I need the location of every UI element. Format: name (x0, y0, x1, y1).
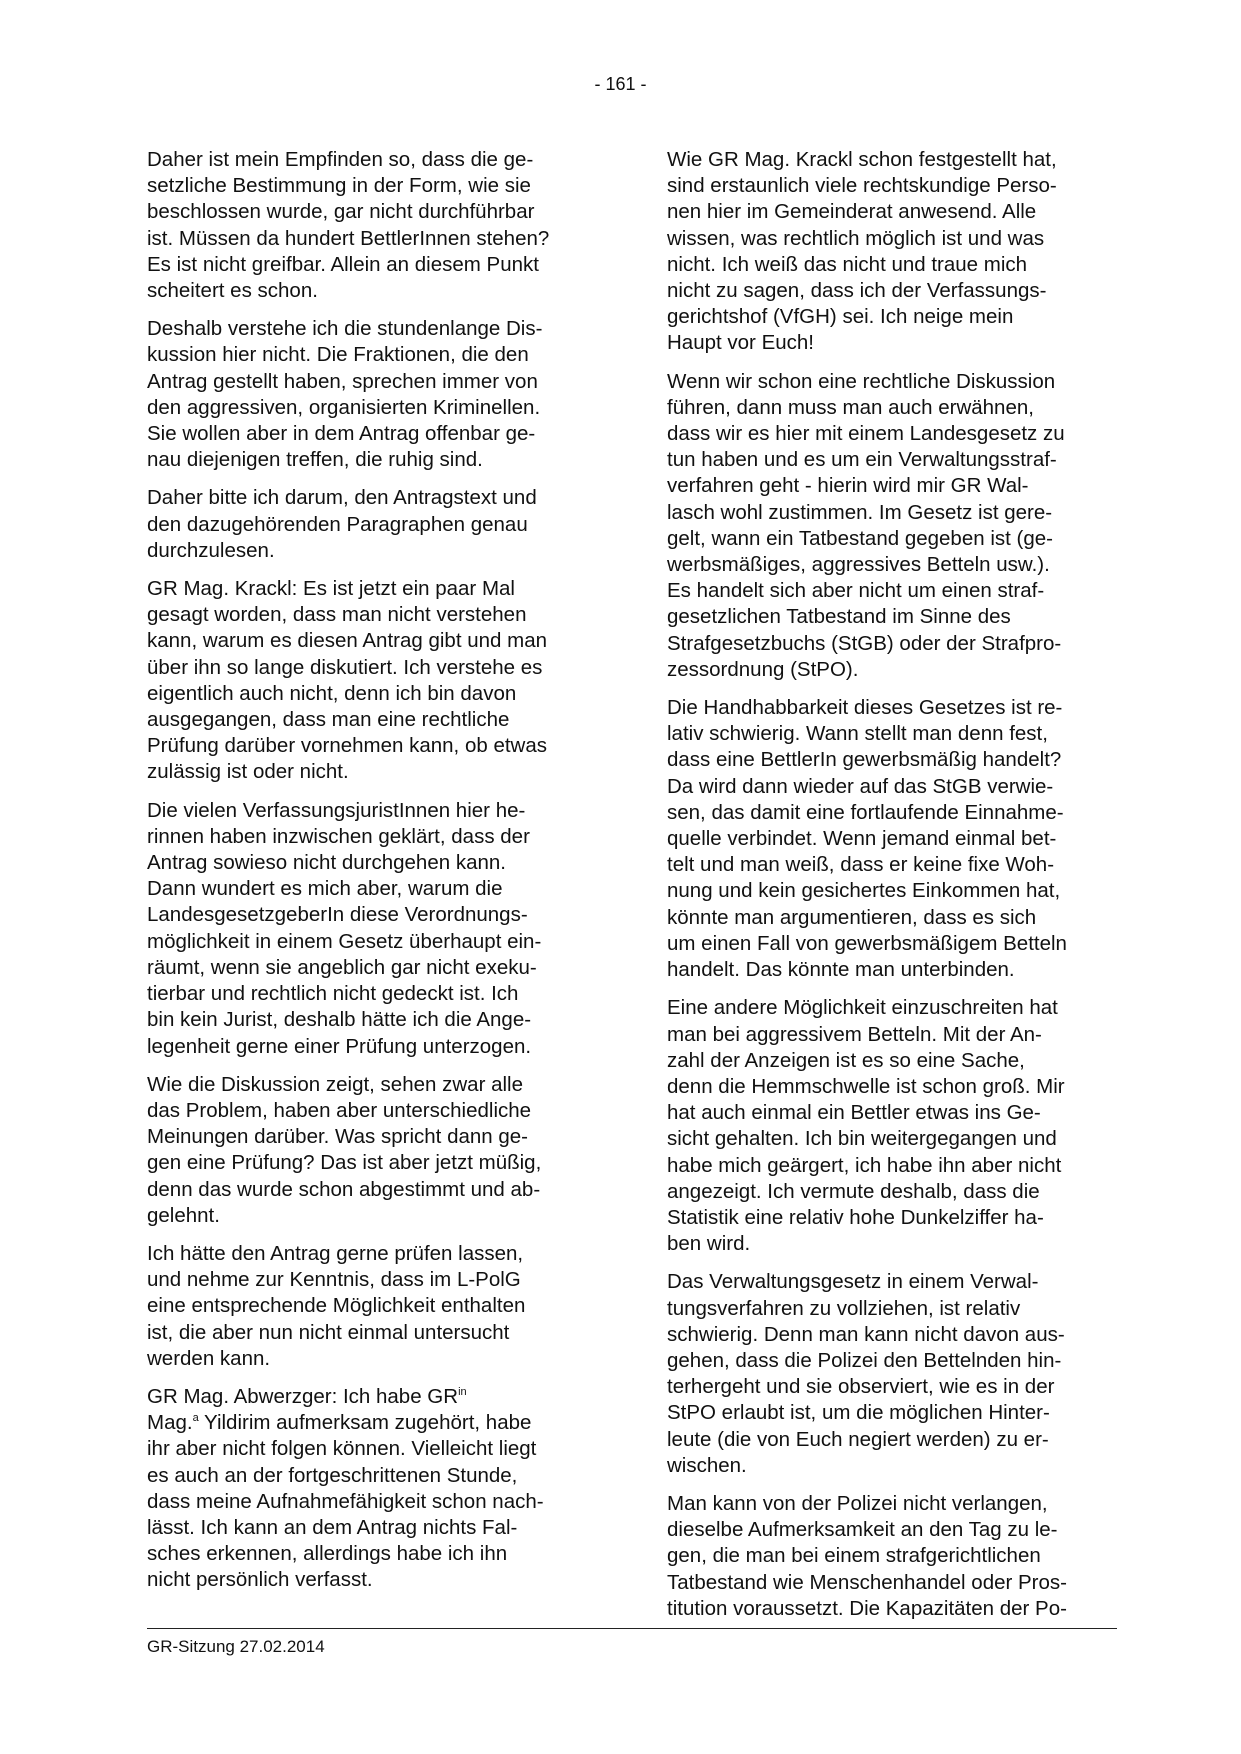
right-column (667, 147, 1117, 1634)
text-line: rinnen haben inzwischen geklärt, dass der (147, 824, 530, 848)
right-paragraph (667, 1269, 1117, 1479)
text-line: Daher ist mein Empfinden so, dass die ge- (147, 148, 534, 171)
text-line: gesetzlichen Tatbestand im Sinne des (667, 605, 1011, 629)
text-line: sches erkennen, allerdings habe ich ihn (147, 1542, 508, 1566)
text-line: Antrag sowieso nicht durchgehen kann. (147, 851, 506, 875)
text-line: verfahren geht - hierin wird mir GR Wal- (667, 474, 1029, 498)
text-line: sen, das damit eine fortlaufende Einnahme- (667, 800, 1064, 824)
text-line: Deshalb verstehe ich die stundenlange Dis- (147, 317, 543, 341)
text-line: kussion hier nicht. Die Fraktionen, die den (147, 343, 529, 367)
superscript: in (458, 1385, 467, 1398)
text-line: lasch wohl zustimmen. Im Gesetz ist gere- (667, 500, 1053, 524)
text-line: werden kann. (147, 1346, 271, 1370)
text-line: Sie wollen aber in dem Antrag offenbar ge- (147, 422, 536, 446)
text-line: sind erstaunlich viele rechtskundige Perso- (667, 174, 1057, 198)
text-line: Statistik eine relativ hohe Dunkelziffer ha- (667, 1205, 1044, 1229)
text-line: durchzulesen. (147, 538, 275, 562)
text-line: dieselbe Aufmerksamkeit an den Tag zu le- (667, 1518, 1058, 1542)
left-paragraph (147, 147, 597, 304)
text-line: Tatbestand wie Menschenhandel oder Pros- (667, 1570, 1067, 1594)
text-line: Da wird dann wieder auf das StGB verwie- (667, 774, 1054, 798)
text-line: gen, die man bei einem strafgerichtlichen (667, 1544, 1041, 1568)
text-span: Yildirim aufmerksam zugehört, habe (198, 1411, 532, 1435)
text-line: Es handelt sich aber nicht um einen straf- (667, 579, 1045, 603)
text-line: den aggressiven, organisierten Kriminellen. (147, 395, 541, 419)
right-paragraph (667, 695, 1117, 983)
text-line: lativ schwierig. Wann stellt man denn fest, (667, 722, 1048, 746)
text-line: Meinungen darüber. Was spricht dann ge- (147, 1125, 528, 1149)
text-line: Strafgesetzbuchs (StGB) oder der Strafpro- (667, 631, 1062, 655)
text-line: Die Handhabbarkeit dieses Gesetzes ist re- (667, 696, 1063, 720)
text-line: dass wir es hier mit einem Landesgesetz zu (667, 422, 1065, 446)
text-line: Die vielen VerfassungsjuristInnen hier he- (147, 798, 526, 822)
text-line: tungsverfahren zu vollziehen, ist relativ (667, 1296, 1021, 1320)
text-line: nicht persönlich verfasst. (147, 1568, 373, 1592)
footer-session-date: GR-Sitzung 27.02.2014 (147, 1637, 325, 1656)
text-line: Dann wundert es mich aber, warum die (147, 877, 503, 901)
text-line: führen, dann muss man auch erwähnen, (667, 395, 1034, 419)
text-line: Das Verwaltungsgesetz in einem Verwal- (667, 1270, 1039, 1294)
text-line: beschlossen wurde, gar nicht durchführbar (147, 200, 535, 224)
text-line: lässt. Ich kann an dem Antrag nichts Fal- (147, 1515, 518, 1539)
text-line: könnte man argumentieren, dass es sich (667, 905, 1037, 929)
text-line: eine entsprechende Möglichkeit enthalten (147, 1294, 526, 1318)
right-paragraph (667, 1491, 1117, 1622)
text-line: ist. Müssen da hundert BettlerInnen stehen? (147, 226, 550, 250)
text-line: schwierig. Denn man kann nicht davon aus- (667, 1322, 1065, 1346)
text-line: legenheit gerne einer Prüfung unterzogen. (147, 1034, 532, 1058)
text-line: setzliche Bestimmung in der Form, wie sie (147, 174, 531, 198)
text-line: nen hier im Gemeinderat anwesend. Alle (667, 200, 1037, 224)
text-line: titution voraussetzt. Die Kapazitäten der Po- (667, 1596, 1067, 1620)
text-line: den dazugehörenden Paragraphen genau (147, 512, 528, 536)
text-line: wissen, was rechtlich möglich ist und was (667, 226, 1045, 250)
text-line: kann, warum es diesen Antrag gibt und man (147, 629, 547, 653)
text-line: bin kein Jurist, deshalb hätte ich die Ange- (147, 1008, 532, 1032)
left-paragraph (147, 1072, 597, 1229)
right-paragraph (667, 995, 1117, 1257)
text-line: sicht gehalten. Ich bin weitergegangen und (667, 1127, 1057, 1151)
text-line (147, 1410, 597, 1436)
right-paragraph (667, 369, 1117, 683)
text-line: Wenn wir schon eine rechtliche Diskussion (667, 369, 1056, 393)
left-column (147, 147, 597, 1606)
superscript: a (192, 1412, 199, 1425)
text-line: über ihn so lange diskutiert. Ich verstehe es (147, 655, 543, 679)
text-line: Wie die Diskussion zeigt, sehen zwar alle (147, 1072, 523, 1096)
left-paragraph (147, 485, 597, 564)
text-line: nau diejenigen treffen, die ruhig sind. (147, 448, 483, 472)
right-paragraph (667, 147, 1117, 357)
text-span: GR Mag. Abwerzger: Ich habe GR (147, 1384, 459, 1408)
left-paragraph (147, 316, 597, 473)
text-line: eigentlich auch nicht, denn ich bin davon (147, 681, 517, 705)
text-line: gerichtshof (VfGH) sei. Ich neige mein (667, 305, 1014, 329)
text-line: um einen Fall von gewerbsmäßigem Betteln (667, 931, 1067, 955)
text-line: werbsmäßiges, aggressives Betteln usw.). (667, 553, 1050, 577)
text-line: denn die Hemmschwelle ist schon groß. Mir (667, 1074, 1065, 1098)
text-line (147, 1384, 597, 1410)
text-line: Wie GR Mag. Krackl schon festgestellt hat, (667, 148, 1057, 171)
text-line: GR Mag. Krackl: Es ist jetzt ein paar Mal (147, 577, 515, 601)
text-line: angezeigt. Ich vermute deshalb, dass die (667, 1179, 1040, 1203)
text-line: quelle verbindet. Wenn jemand einmal bet- (667, 827, 1057, 851)
text-line: wischen. (667, 1453, 747, 1477)
text-line: denn das wurde schon abgestimmt und ab- (147, 1177, 541, 1201)
text-line: Man kann von der Polizei nicht verlangen, (667, 1491, 1048, 1515)
text-line: dass eine BettlerIn gewerbsmäßig handelt? (667, 748, 1062, 772)
text-line: ben wird. (667, 1232, 751, 1256)
text-line: Es ist nicht greifbar. Allein an diesem Punkt (147, 252, 539, 276)
text-line: zahl der Anzeigen ist es so eine Sache, (667, 1048, 1025, 1072)
page-number: - 161 - (594, 74, 647, 94)
text-line: gelt, wann ein Tatbestand gegeben ist (ge- (667, 526, 1053, 550)
text-line: Prüfung darüber vornehmen kann, ob etwas (147, 734, 548, 758)
abwerzger-paragraph (147, 1384, 597, 1594)
text-line: man bei aggressivem Betteln. Mit der An- (667, 1022, 1042, 1046)
text-line: nicht zu sagen, dass ich der Verfassungs- (667, 279, 1047, 303)
text-line: dass meine Aufnahmefähigkeit schon nach- (147, 1489, 544, 1513)
left-paragraph (147, 1241, 597, 1372)
text-line: tierbar und rechtlich nicht gedeckt ist. Ich (147, 982, 519, 1006)
text-line: telt und man weiß, dass er keine fixe Woh- (667, 853, 1055, 877)
text-line: StPO erlaubt ist, um die möglichen Hinter- (667, 1401, 1050, 1425)
text-line: ausgegangen, dass man eine rechtliche (147, 708, 510, 732)
text-line: Haupt vor Euch! (667, 331, 814, 355)
text-line: Antrag gestellt haben, sprechen immer von (147, 369, 538, 393)
text-line: leute (die von Euch negiert werden) zu er- (667, 1427, 1049, 1451)
text-line: gehen, dass die Polizei den Bettelnden hin- (667, 1348, 1062, 1372)
text-line: zessordnung (StPO). (667, 657, 859, 681)
text-line: scheitert es schon. (147, 279, 318, 303)
text-line: hat auch einmal ein Bettler etwas ins Ge- (667, 1101, 1041, 1125)
text-line: zulässig ist oder nicht. (147, 760, 349, 784)
text-line: es auch an der fortgeschrittenen Stunde, (147, 1463, 518, 1487)
krackl-paragraph (147, 576, 597, 786)
text-line: handelt. Das könnte man unterbinden. (667, 958, 1015, 982)
text-line: habe mich geärgert, ich habe ihn aber nicht (667, 1153, 1062, 1177)
text-line: Daher bitte ich darum, den Antragstext und (147, 486, 537, 510)
text-line: das Problem, haben aber unterschiedliche (147, 1098, 532, 1122)
text-line: gelehnt. (147, 1203, 220, 1227)
text-line: räumt, wenn sie angeblich gar nicht exeku- (147, 955, 537, 979)
text-line: Eine andere Möglichkeit einzuschreiten hat (667, 996, 1058, 1020)
text-line: LandesgesetzgeberIn diese Verordnungs- (147, 903, 528, 927)
text-line: terhergeht und sie observiert, wie es in der (667, 1375, 1055, 1399)
text-line: gesagt worden, dass man nicht verstehen (147, 603, 527, 627)
text-line: tun haben und es um ein Verwaltungsstraf- (667, 448, 1057, 472)
text-line: ist, die aber nun nicht einmal untersucht (147, 1320, 510, 1344)
text-line: und nehme zur Kenntnis, dass im L-PolG (147, 1268, 521, 1292)
text-line: gen eine Prüfung? Das ist aber jetzt müßig, (147, 1151, 542, 1175)
footer-divider (147, 1628, 1117, 1629)
text-line: nung und kein gesichertes Einkommen hat, (667, 879, 1061, 903)
text-span: Mag. (147, 1411, 193, 1435)
text-line: nicht. Ich weiß das nicht und traue mich (667, 252, 1028, 276)
text-line: möglichkeit in einem Gesetz überhaupt ein- (147, 929, 542, 953)
text-line: Ich hätte den Antrag gerne prüfen lassen, (147, 1241, 524, 1265)
text-line: ihr aber nicht folgen können. Vielleicht liegt (147, 1437, 537, 1461)
left-paragraph (147, 798, 597, 1060)
